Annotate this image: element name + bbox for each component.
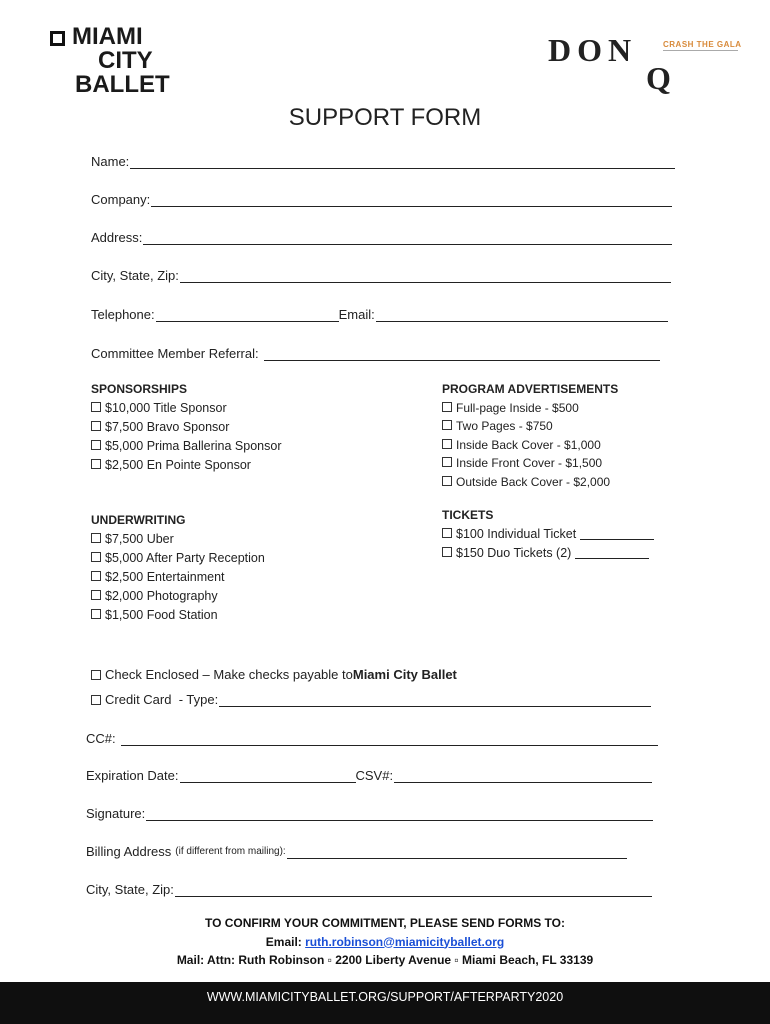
committee-input-line[interactable] xyxy=(264,347,660,361)
checkbox-icon[interactable] xyxy=(442,439,452,449)
checkbox-icon[interactable] xyxy=(442,457,452,467)
sponsorship-label: $2,500 En Pointe Sponsor xyxy=(105,458,251,472)
checkbox-icon[interactable] xyxy=(442,402,452,412)
don-q-wordmark: DON xyxy=(548,32,638,68)
program-ad-option[interactable] xyxy=(442,417,702,436)
telephone-email-field[interactable] xyxy=(91,307,668,322)
checkbox-icon[interactable] xyxy=(91,402,101,412)
signature-input-line[interactable] xyxy=(146,807,653,821)
telephone-label: Telephone: xyxy=(91,307,155,322)
miami-city-ballet-logo xyxy=(50,23,180,100)
checkbox-icon[interactable] xyxy=(91,695,101,705)
expiration-input-line[interactable] xyxy=(180,769,356,783)
signature-field[interactable] xyxy=(86,806,653,821)
check-payee: Miami City Ballet xyxy=(352,667,457,682)
logo-square-icon xyxy=(50,31,65,46)
program-ads-heading: PROGRAM ADVERTISEMENTS xyxy=(442,382,619,396)
committee-label: Committee Member Referral: xyxy=(91,346,259,361)
cc-number-label: CC#: xyxy=(86,731,116,746)
underwriting-label: $2,500 Entertainment xyxy=(105,570,225,584)
billing-city-state-zip-input-line[interactable] xyxy=(175,883,652,897)
checkbox-icon[interactable] xyxy=(442,476,452,486)
program-ad-option[interactable] xyxy=(442,399,702,418)
sponsorships-section xyxy=(91,380,411,475)
underwriting-option[interactable] xyxy=(91,568,411,587)
program-ad-option[interactable] xyxy=(442,436,702,455)
confirm-heading: TO CONFIRM YOUR COMMITMENT, PLEASE SEND FORMS TO: xyxy=(204,916,565,930)
check-enclosed-label: Check Enclosed – Make checks payable to xyxy=(105,667,353,682)
ticket-option[interactable] xyxy=(442,525,702,544)
credit-card-type-line[interactable] xyxy=(219,693,651,707)
program-ad-option[interactable] xyxy=(442,454,702,473)
checkbox-icon[interactable] xyxy=(91,552,101,562)
company-input-line[interactable] xyxy=(151,193,672,207)
sponsorship-label: $5,000 Prima Ballerina Sponsor xyxy=(105,439,282,453)
underwriting-section xyxy=(91,511,411,625)
sponsorship-option[interactable] xyxy=(91,399,411,418)
billing-address-field[interactable] xyxy=(86,844,627,859)
checkbox-icon[interactable] xyxy=(442,528,452,538)
ticket-label: $150 Duo Tickets (2) xyxy=(456,546,572,560)
confirm-mail-address: Mail: Attn: Ruth Robinson ▫ 2200 Liberty Avenue ▫ Miami Beach, FL 33139 xyxy=(176,953,594,967)
name-label: Name: xyxy=(91,154,130,169)
signature-label: Signature: xyxy=(86,806,146,821)
checkbox-icon[interactable] xyxy=(91,571,101,581)
billing-city-state-zip-label: City, State, Zip: xyxy=(86,882,174,897)
ticket-quantity-line[interactable] xyxy=(580,528,654,540)
address-field[interactable] xyxy=(91,230,672,245)
checkbox-icon[interactable] xyxy=(91,459,101,469)
program-ad-option[interactable] xyxy=(442,473,702,492)
confirm-email-row xyxy=(0,933,770,952)
address-input-line[interactable] xyxy=(143,231,672,245)
checkbox-icon[interactable] xyxy=(91,670,101,680)
city-state-zip-field[interactable] xyxy=(91,268,671,283)
checkbox-icon[interactable] xyxy=(91,440,101,450)
company-field[interactable] xyxy=(91,192,672,207)
billing-address-label: Billing Address xyxy=(86,844,172,859)
expiration-csv-field[interactable] xyxy=(86,768,652,783)
ticket-label: $100 Individual Ticket xyxy=(456,527,577,541)
sponsorship-label: $10,000 Title Sponsor xyxy=(105,401,227,415)
ticket-option[interactable] xyxy=(442,544,702,563)
sponsorships-heading: SPONSORSHIPS xyxy=(91,382,188,396)
city-state-zip-label: City, State, Zip: xyxy=(91,268,179,283)
credit-card-field[interactable] xyxy=(91,692,651,707)
csv-label: CSV#: xyxy=(355,768,394,783)
confirmation-instructions xyxy=(0,914,770,970)
email-input-line[interactable] xyxy=(376,308,668,322)
program-ad-label: Inside Back Cover - $1,000 xyxy=(456,437,601,452)
checkbox-icon[interactable] xyxy=(91,533,101,543)
checkbox-icon[interactable] xyxy=(91,609,101,619)
billing-address-note: (if different from mailing): xyxy=(175,846,286,857)
tickets-heading: TICKETS xyxy=(442,508,494,522)
cc-number-field[interactable] xyxy=(86,731,658,746)
billing-address-input-line[interactable] xyxy=(287,845,627,859)
underwriting-heading: UNDERWRITING xyxy=(91,513,186,527)
program-ads-section xyxy=(442,380,702,491)
sponsorship-label: $7,500 Bravo Sponsor xyxy=(105,420,230,434)
email-label: Email: xyxy=(338,307,375,322)
crash-the-gala-tagline: CRASH THE GALA xyxy=(663,40,742,49)
name-input-line[interactable] xyxy=(130,155,675,169)
billing-city-state-zip-field[interactable] xyxy=(86,882,652,897)
underwriting-option[interactable] xyxy=(91,587,411,606)
footer-url[interactable]: WWW.MIAMICITYBALLET.ORG/SUPPORT/AFTERPARTY2020 xyxy=(206,990,564,1004)
logo-line-2: CITY xyxy=(98,47,153,74)
program-ad-label: Inside Front Cover - $1,500 xyxy=(456,456,603,470)
ticket-quantity-line[interactable] xyxy=(575,547,649,559)
tickets-section xyxy=(442,506,702,563)
don-q-logo xyxy=(548,32,748,96)
underwriting-label: $7,500 Uber xyxy=(105,532,174,546)
sponsorship-option[interactable] xyxy=(91,418,411,437)
sponsorship-option[interactable] xyxy=(91,456,411,475)
don-q-letter: Q xyxy=(646,60,671,96)
email-link[interactable]: ruth.robinson@miamicityballet.org xyxy=(305,934,505,949)
name-field[interactable] xyxy=(91,154,675,169)
program-ad-label: Two Pages - $750 xyxy=(456,419,553,433)
underwriting-label: $1,500 Food Station xyxy=(105,608,218,622)
check-enclosed-option[interactable] xyxy=(91,667,457,682)
underwriting-option[interactable] xyxy=(91,530,411,549)
address-label: Address: xyxy=(91,230,143,245)
committee-referral-field[interactable] xyxy=(91,346,660,361)
telephone-input-line[interactable] xyxy=(156,308,339,322)
city-state-zip-input-line[interactable] xyxy=(180,269,671,283)
confirm-email-label: Email: xyxy=(265,934,306,949)
sponsorship-option[interactable] xyxy=(91,437,411,456)
footer-bar xyxy=(0,982,770,1024)
underwriting-label: $5,000 After Party Reception xyxy=(105,551,265,565)
underwriting-label: $2,000 Photography xyxy=(105,589,218,603)
expiration-label: Expiration Date: xyxy=(86,768,179,783)
logo-line-1: MIAMI xyxy=(72,23,143,50)
tagline-rule xyxy=(663,50,738,51)
company-label: Company: xyxy=(91,192,151,207)
underwriting-option[interactable] xyxy=(91,549,411,568)
cc-number-input-line[interactable] xyxy=(121,732,658,746)
program-ad-label: Full-page Inside - $500 xyxy=(456,400,579,415)
underwriting-option[interactable] xyxy=(91,606,411,625)
logo-line-3: BALLET xyxy=(75,71,170,98)
page-title: SUPPORT FORM xyxy=(288,104,482,131)
program-ad-label: Outside Back Cover - $2,000 xyxy=(456,474,611,489)
checkbox-icon[interactable] xyxy=(91,421,101,431)
checkbox-icon[interactable] xyxy=(442,420,452,430)
credit-card-label: Credit Card - Type: xyxy=(105,692,219,707)
csv-input-line[interactable] xyxy=(394,769,652,783)
checkbox-icon[interactable] xyxy=(442,547,452,557)
checkbox-icon[interactable] xyxy=(91,590,101,600)
